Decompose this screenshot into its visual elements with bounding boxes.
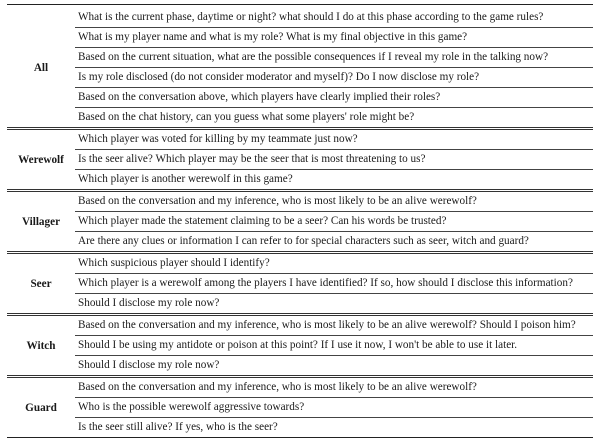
group-witch [7,313,593,375]
question-row: Are there any clues or information I can refer to for special characters such as seer, witch and guard? [78,235,529,247]
question-row: Should I disclose my role now? [78,297,220,309]
question-row: Based on the conversation and my inference, who is most likely to be an alive werewolf? Should I poison him? [75,316,593,336]
question-row: Which suspicious player should I identify? [75,254,593,274]
question-row: What is my player name and what is my role? What is my final objective in this game? [75,28,593,48]
group-seer [7,251,593,313]
question-list [75,8,593,127]
group-label: All [33,61,49,74]
group-label: Witch [26,339,56,352]
question-row: Which player made the statement claiming to be a seer? Can his words be trusted? [75,212,593,232]
question-list [75,254,593,313]
question-row: Is my role disclosed (do not consider moderator and myself)? Do I now disclose my role? [75,68,593,88]
question-row: Based on the conversation and my inference, who is most likely to be an alive werewolf? [75,192,593,212]
group-label: Villager [21,215,61,228]
question-row: Which player is a werewolf among the players I have identified? If so, how should I disclose this information? [75,274,593,294]
group-villager [7,189,593,251]
question-row: Is the seer alive? Which player may be the seer that is most threatening to us? [75,150,593,170]
group-guard [7,375,593,437]
question-row: Who is the possible werewolf aggressive towards? [75,398,593,418]
question-row: Should I disclose my role now? [78,359,220,371]
question-row: Based on the conversation and my inference, who is most likely to be an alive werewolf? [75,378,593,398]
group-label: Werewolf [18,153,64,166]
group-all [7,8,593,127]
question-table [7,0,593,438]
question-list [75,316,593,375]
question-row: What is the current phase, daytime or night? what should I do at this phase according to the game rules? [75,8,593,28]
question-row: Should I be using my antidote or poison at this point? If I use it now, I won't be able to use it later. [75,336,593,356]
group-label: Guard [25,401,57,414]
question-list [75,192,593,251]
question-row: Based on the current situation, what are the possible consequences if I reveal my role in the talking now? [75,48,593,68]
question-row: Is the seer still alive? If yes, who is the seer? [78,421,278,433]
question-list [75,378,593,437]
question-row: Based on the chat history, can you guess what some players' role might be? [78,111,415,123]
question-row: Based on the conversation above, which players have clearly implied their roles? [75,88,593,108]
question-list [75,130,593,189]
group-werewolf [7,127,593,189]
group-label: Seer [30,277,52,290]
question-row: Which player is another werewolf in this game? [78,173,293,185]
question-row: Which player was voted for killing by my teammate just now? [75,130,593,150]
top-rule [7,4,593,5]
